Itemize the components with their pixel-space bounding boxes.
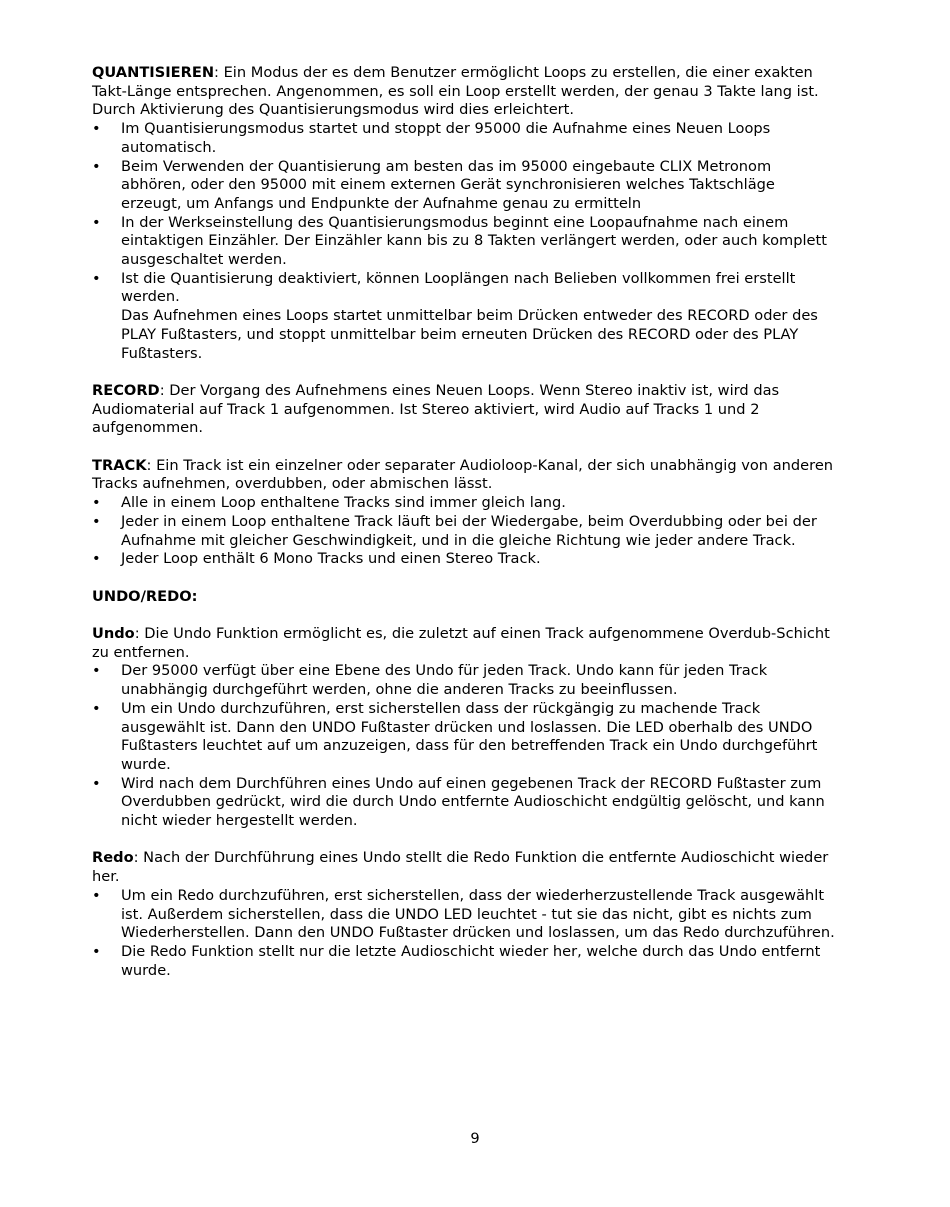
list-item: • Die Redo Funktion stellt nur die letzte Audioschicht wieder her, welche durch das Undo entfernt wurde.: [92, 943, 837, 980]
list-item: • Um ein Redo durchzuführen, erst sicherstellen, dass der wiederherzustellende Track ausgewählt ist. Außerdem sicherstellen, dass die UNDO LED leuchtet - tut sie das nicht, gibt es nichts zum Wiederherstellen. Dann den UNDO Fußtaster drücken und loslassen, um das Redo durchzuführen.: [92, 887, 837, 943]
term-track: TRACK: [92, 456, 147, 474]
list-item: • Der 95000 verfügt über eine Ebene des Undo für jeden Track. Undo kann für jeden Track unabhängig durchgeführt werden, ohne die anderen Tracks zu beeinflussen.: [92, 662, 837, 699]
term-undo: Undo: [92, 625, 135, 643]
undo-paragraph: [92, 625, 837, 662]
track-list: [92, 494, 837, 569]
spacer: [92, 438, 837, 457]
quantisieren-list: [92, 120, 837, 307]
list-item: • Um ein Undo durchzuführen, erst sicherstellen dass der rückgängig zu machende Track ausgewählt ist. Dann den UNDO Fußtaster drücken und loslassen. Die LED oberhalb des UNDO Fußtasters leuchtet auf um anzuzeigen, dass für den betreffenden Track ein Undo durchgeführt wurde.: [92, 700, 837, 775]
record-text: : Der Vorgang des Aufnehmens eines Neuen Loops. Wenn Stereo inaktiv ist, wird das Audiomaterial auf Track 1 aufgenommen. Ist Stereo aktiviert, wird Audio auf Tracks 1 und 2 aufgenommen.: [92, 381, 780, 437]
list-item: • Wird nach dem Durchführen eines Undo auf einen gegebenen Track der RECORD Fußtaster zum Overdubben gedrückt, wird die durch Undo entfernte Audioschicht endgültig gelöscht, und kann nicht wieder hergestellt werden.: [92, 775, 837, 831]
list-item: • Jeder in einem Loop enthaltene Track läuft bei der Wiedergabe, beim Overdubbing oder bei der Aufnahme mit gleicher Geschwindigkeit, und in die gleiche Richtung wie jeder andere Track.: [92, 513, 837, 550]
spacer: [92, 606, 837, 625]
list-item: • In der Werkseinstellung des Quantisierungsmodus beginnt eine Loopaufnahme nach einem eintaktigen Einzähler. Der Einzähler kann bis zu 8 Takten verlängert werden, oder auch komplett ausgeschaltet werden.: [92, 214, 837, 270]
undo-redo-heading: [92, 588, 837, 607]
quantisieren-text: : Ein Modus der es dem Benutzer ermöglicht Loops zu erstellen, die einer exakten Takt-Länge entsprechen. Angenommen, es soll ein Loop erstellt werden, der genau 3 Takte lang ist. Durch Aktivierung des Quantisierungsmodus wird dies erleichtert.: [92, 64, 819, 119]
quantisieren-continuation: Das Aufnehmen eines Loops startet unmittelbar beim Drücken entweder des RECORD oder des PLAY Fußtasters, und stoppt unmittelbar beim erneuten Drücken des RECORD oder des PLAY Fußtasters.: [121, 307, 818, 362]
term-quantisieren: QUANTISIEREN: [92, 64, 215, 81]
spacer: [92, 363, 837, 382]
redo-list: [92, 887, 837, 981]
list-item: • Jeder Loop enthält 6 Mono Tracks und einen Stereo Track.: [92, 550, 837, 569]
term-record: RECORD: [92, 381, 160, 399]
list-item: • Im Quantisierungsmodus startet und stoppt der 95000 die Aufnahme eines Neuen Loops automatisch.: [92, 120, 837, 157]
page-number: 9: [470, 1130, 480, 1147]
undo-list: [92, 662, 837, 830]
undo-text: : Die Undo Funktion ermöglicht es, die zuletzt auf einen Track aufgenommene Overdub-Schicht zu entfernen.: [92, 625, 830, 661]
quantisieren-paragraph: [92, 64, 837, 120]
term-redo: Redo: [92, 849, 134, 867]
spacer: [92, 831, 837, 850]
track-text: : Ein Track ist ein einzelner oder separater Audioloop-Kanal, der sich unabhängig von anderen Tracks aufnehmen, overdubben, oder abmischen lässt.: [92, 456, 834, 493]
record-paragraph: [92, 382, 837, 438]
spacer: [92, 569, 837, 588]
list-item: • Alle in einem Loop enthaltene Tracks sind immer gleich lang.: [92, 494, 837, 513]
undo-redo-heading-text: UNDO/REDO:: [92, 587, 198, 605]
list-item: • Ist die Quantisierung deaktiviert, können Looplängen nach Belieben vollkommen frei erstellt werden.: [92, 270, 837, 307]
redo-text: : Nach der Durchführung eines Undo stellt die Redo Funktion die entfernte Audioschicht wieder her.: [92, 849, 829, 886]
redo-paragraph: [92, 849, 837, 886]
list-item: • Beim Verwenden der Quantisierung am besten das im 95000 eingebaute CLIX Metronom abhören, oder den 95000 mit einem externen Gerät synchronisieren welches Taktschläge erzeugt, um Anfangs und Endpunkte der Aufnahme genau zu ermitteln: [92, 158, 837, 214]
document-body: [92, 64, 837, 980]
track-paragraph: [92, 457, 837, 494]
